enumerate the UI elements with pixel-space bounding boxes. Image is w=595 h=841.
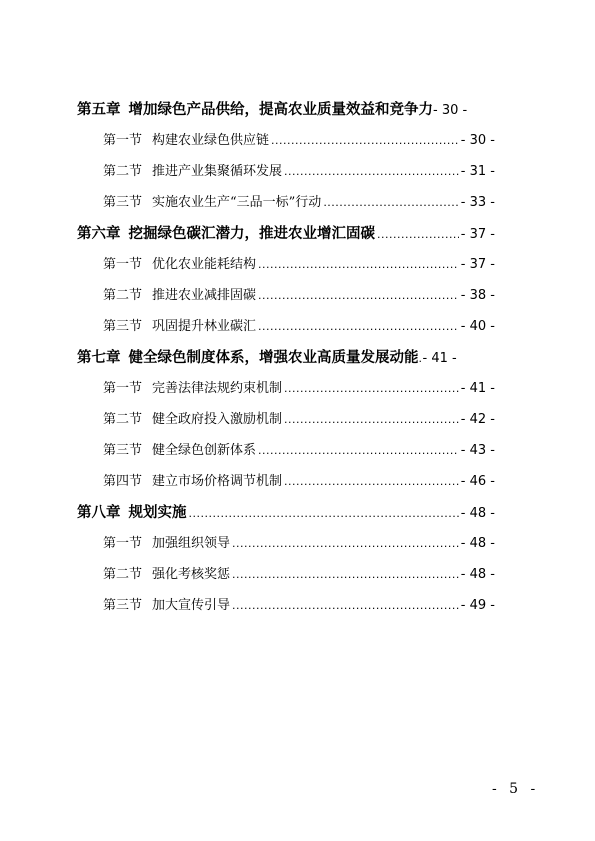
toc-leader xyxy=(232,599,459,612)
toc-chapter-6[interactable] xyxy=(77,222,495,253)
toc-number: 第二节 xyxy=(103,164,143,179)
toc-leader xyxy=(377,228,459,241)
toc-section[interactable] xyxy=(77,470,495,501)
toc-page-number: - 37 - xyxy=(460,257,495,272)
toc-title: 增加绿色产品供给，提高农业质量效益和竞争力 xyxy=(128,102,433,118)
toc-number: 第五章 xyxy=(77,102,121,118)
toc-leader xyxy=(258,444,459,457)
toc-page-number: - 33 - xyxy=(460,195,495,210)
toc-number: 第七章 xyxy=(77,350,121,366)
toc-page-number: - 30 - xyxy=(433,103,468,118)
toc-leader xyxy=(284,382,459,395)
toc-title: 优化农业能耗结构 xyxy=(152,257,257,272)
table-of-contents xyxy=(77,98,495,625)
toc-number: 第一节 xyxy=(103,133,143,148)
toc-page-number: - 38 - xyxy=(460,288,495,303)
toc-section[interactable] xyxy=(77,129,495,160)
toc-title: 挖掘绿色碳汇潜力，推进农业增汇固碳 xyxy=(128,226,375,242)
toc-page-number: - 48 - xyxy=(460,567,495,582)
toc-title: 强化考核奖惩 xyxy=(152,567,231,582)
toc-leader xyxy=(258,258,459,271)
toc-title: 规划实施 xyxy=(128,505,187,521)
toc-title: 完善法律法规约束机制 xyxy=(152,381,283,396)
toc-title: 推进农业减排固碳 xyxy=(152,288,257,303)
toc-number: 第四节 xyxy=(103,474,143,489)
toc-number: 第一节 xyxy=(103,257,143,272)
toc-title: 推进产业集聚循环发展 xyxy=(152,164,283,179)
toc-number: 第二节 xyxy=(103,412,143,427)
toc-section[interactable] xyxy=(77,160,495,191)
toc-leader xyxy=(284,475,459,488)
toc-number: 第六章 xyxy=(77,226,121,242)
toc-section[interactable] xyxy=(77,315,495,346)
toc-section[interactable] xyxy=(77,191,495,222)
toc-number: 第三节 xyxy=(103,319,143,334)
toc-number: 第三节 xyxy=(103,443,143,458)
toc-title: 健全政府投入激励机制 xyxy=(152,412,283,427)
toc-title: 健全绿色制度体系，增强农业高质量发展动能 xyxy=(128,350,419,366)
toc-leader xyxy=(323,196,458,209)
toc-page-number: - 30 - xyxy=(460,133,495,148)
toc-section[interactable] xyxy=(77,563,495,594)
toc-page-number: - 43 - xyxy=(460,443,495,458)
toc-page-number: - 41 - xyxy=(460,381,495,396)
toc-chapter-7[interactable] xyxy=(77,346,495,377)
toc-title: 加大宣传引导 xyxy=(152,598,231,613)
toc-section[interactable] xyxy=(77,377,495,408)
toc-title: 巩固提升林业碳汇 xyxy=(152,319,257,334)
toc-title: 建立市场价格调节机制 xyxy=(152,474,283,489)
toc-leader xyxy=(189,507,459,520)
toc-section[interactable] xyxy=(77,594,495,625)
toc-chapter-8[interactable] xyxy=(77,501,495,532)
toc-leader xyxy=(258,289,459,302)
toc-page-number: - 40 - xyxy=(460,319,495,334)
toc-leader xyxy=(232,568,459,581)
toc-leader xyxy=(271,134,459,147)
toc-section[interactable] xyxy=(77,284,495,315)
toc-page-number: - 37 - xyxy=(460,227,495,242)
toc-page-number: - 46 - xyxy=(460,474,495,489)
toc-number: 第八章 xyxy=(77,505,121,521)
toc-number: 第二节 xyxy=(103,567,143,582)
toc-page-number: - 48 - xyxy=(460,506,495,521)
toc-number: 第三节 xyxy=(103,598,143,613)
toc-title: 实施农业生产“三品一标”行动 xyxy=(152,195,322,210)
toc-number: 第一节 xyxy=(103,536,143,551)
toc-page-number: - 49 - xyxy=(460,598,495,613)
toc-leader xyxy=(284,413,459,426)
toc-number: 第三节 xyxy=(103,195,143,210)
toc-leader xyxy=(258,320,459,333)
toc-leader xyxy=(232,537,459,550)
toc-title: 加强组织领导 xyxy=(152,536,231,551)
toc-number: 第一节 xyxy=(103,381,143,396)
page-number: - 5 - xyxy=(492,781,540,797)
toc-title: 构建农业绿色供应链 xyxy=(152,133,270,148)
toc-number: 第二节 xyxy=(103,288,143,303)
toc-title: 健全绿色创新体系 xyxy=(152,443,257,458)
toc-section[interactable] xyxy=(77,532,495,563)
toc-chapter-5[interactable] xyxy=(77,98,495,129)
toc-section[interactable] xyxy=(77,439,495,470)
toc-page-number: - 41 - xyxy=(422,351,457,366)
toc-page-number: - 31 - xyxy=(460,164,495,179)
toc-leader xyxy=(284,165,459,178)
toc-page-number: - 48 - xyxy=(460,536,495,551)
toc-section[interactable] xyxy=(77,253,495,284)
toc-section[interactable] xyxy=(77,408,495,439)
toc-page-number: - 42 - xyxy=(460,412,495,427)
